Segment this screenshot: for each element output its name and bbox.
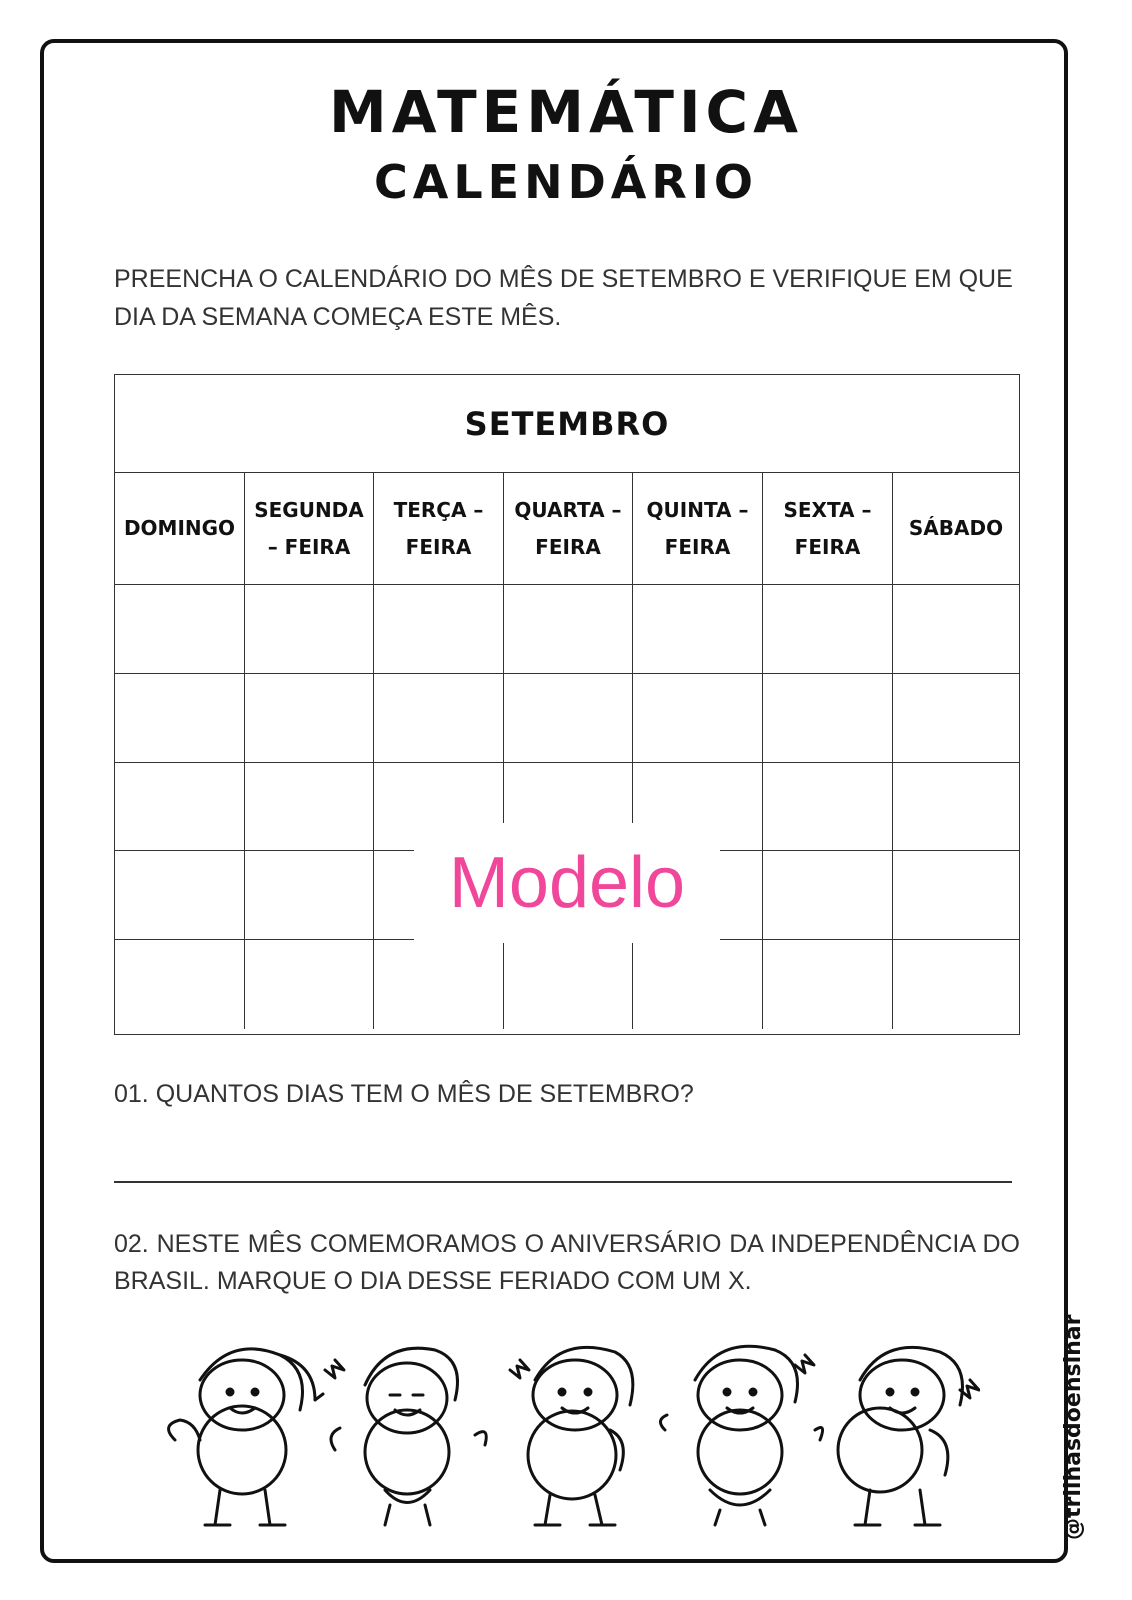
weekday-header-saturday: SÁBADO — [893, 473, 1019, 585]
calendar-day-cell[interactable] — [893, 763, 1019, 852]
instructions-text: PREENCHA O CALENDÁRIO DO MÊS DE SETEMBRO E VERIFIQUE EM QUE DIA DA SEMANA COMEÇA ESTE MÊS. — [114, 265, 1013, 331]
weekday-header-friday: SEXTA – FEIRA — [763, 473, 893, 585]
calendar-day-cell[interactable] — [893, 940, 1019, 1029]
weekday-header-thursday: QUINTA – FEIRA — [633, 473, 763, 585]
calendar-day-cell[interactable] — [245, 940, 374, 1029]
weekday-header-sunday: DOMINGO — [115, 473, 245, 585]
calendar-day-cell[interactable] — [374, 674, 504, 763]
weekday-header-monday: SEGUNDA – FEIRA — [245, 473, 374, 585]
children-illustration — [150, 1340, 980, 1540]
weekday-header-wednesday: QUARTA – FEIRA — [504, 473, 633, 585]
calendar-day-cell[interactable] — [893, 585, 1019, 674]
calendar-day-cell[interactable] — [633, 940, 763, 1029]
calendar-day-cell[interactable] — [504, 940, 633, 1029]
calendar-day-cell[interactable] — [633, 585, 763, 674]
child-3 — [510, 1347, 633, 1525]
calendar-day-cell[interactable] — [374, 585, 504, 674]
watermark-text: Modelo — [414, 823, 720, 943]
author-handle: @trilhasdoensinar — [1061, 1314, 1086, 1540]
calendar-day-cell[interactable] — [893, 674, 1019, 763]
calendar-day-cell[interactable] — [245, 763, 374, 852]
calendar-day-cell[interactable] — [633, 674, 763, 763]
question-1: 01. QUANTOS DIAS TEM O MÊS DE SETEMBRO? — [114, 1080, 694, 1108]
page-title: MATEMÁTICA — [329, 78, 803, 146]
calendar-day-cell[interactable] — [504, 674, 633, 763]
child-4 — [660, 1346, 822, 1525]
calendar-day-cell[interactable] — [763, 763, 893, 852]
calendar-day-cell[interactable] — [893, 851, 1019, 940]
calendar-day-cell[interactable] — [245, 585, 374, 674]
calendar-day-cell[interactable] — [115, 585, 245, 674]
page-subtitle: CALENDÁRIO — [373, 155, 759, 209]
child-1 — [169, 1349, 323, 1525]
calendar-day-cell[interactable] — [374, 940, 504, 1029]
calendar-month-title: SETEMBRO — [115, 375, 1019, 473]
weekday-header-tuesday: TERÇA – FEIRA — [374, 473, 504, 585]
calendar-day-cell[interactable] — [115, 674, 245, 763]
child-5 — [838, 1347, 979, 1525]
calendar-day-cell[interactable] — [504, 585, 633, 674]
answer-line[interactable] — [114, 1181, 1012, 1183]
calendar-day-cell[interactable] — [245, 674, 374, 763]
child-2 — [325, 1348, 486, 1525]
question-2: 02. NESTE MÊS COMEMORAMOS O ANIVERSÁRIO DA INDEPENDÊNCIA DO BRASIL. MARQUE O DIA DESSE FERIADO COM UM X. — [114, 1230, 1020, 1295]
calendar-day-cell[interactable] — [763, 585, 893, 674]
calendar-day-cell[interactable] — [763, 940, 893, 1029]
calendar-day-cell[interactable] — [115, 940, 245, 1029]
calendar-day-cell[interactable] — [245, 851, 374, 940]
calendar-day-cell[interactable] — [763, 674, 893, 763]
calendar-day-cell[interactable] — [115, 763, 245, 852]
calendar-day-cell[interactable] — [763, 851, 893, 940]
calendar-day-cell[interactable] — [115, 851, 245, 940]
